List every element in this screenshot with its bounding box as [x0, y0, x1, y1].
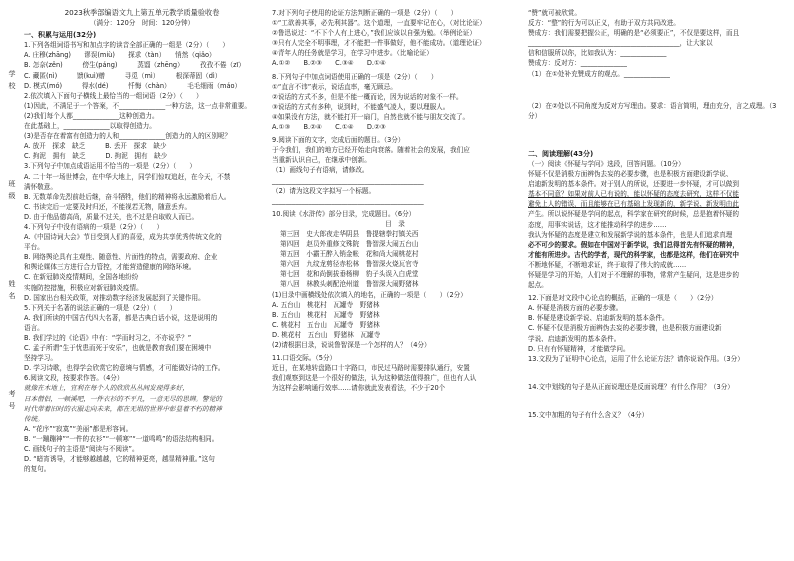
option: A. 庄穆(zhāng) 谬误(miù) 探求（tàn） 悄然（qiǎo）: [24, 51, 216, 60]
option: D. “暗宵诱导，才能够越越越，它的精神更亮，越显精神重。”这句: [24, 455, 215, 464]
question-text: 4.下列句子中没有语病的一项是（2分）（ ）: [24, 222, 164, 231]
side-label: 级: [8, 192, 16, 200]
answer-line[interactable]: ______________________________________________，让大家以: [528, 39, 713, 48]
question-text: 9.阅读下面的文字，完成后面的题目。（3分）: [272, 136, 405, 145]
question-line: (3)是否存在着富有创造力的人和______________创造力的人的区别呢？: [24, 132, 232, 141]
question-line: ④如果没有方法，就不能打开一扇门，自然也就不能与朋友交流了。: [272, 112, 470, 121]
passage-line: 产生。所以说怀疑是学问的起点，科学家在研究的时候，总是抱着怀疑的: [528, 210, 739, 219]
passage-line: 反方：“整”的行为可以正义，有助于双方共同改进。: [528, 19, 680, 28]
question-text: 5.下列关于名著的说法正确的一项是（2分）（ ）: [24, 303, 177, 312]
side-label: 考: [8, 390, 16, 398]
column-1: [24, 8, 260, 474]
option: B. 无数革命先烈前赴后继，奋斗牺牲，他们的精神将永远激励着后人。: [24, 192, 231, 201]
toc-row: 第三回 史大郎夜走华阴县 鲁提辖拳打镇关西: [280, 229, 419, 238]
option: A. “花序”“寂寞”“美丽”都是形容词。: [24, 424, 133, 433]
option: 坚持学习。: [24, 354, 57, 363]
passage-line: 赞成方：反对方：______________: [528, 59, 627, 68]
side-label: 名: [8, 292, 16, 300]
option: A. 放开 探求 缺乏 B. 丢开 探求 缺少: [24, 142, 167, 151]
option: B. 网络舆论具有主观性、随意性、片面性的特点，需要政府、企业: [24, 253, 218, 262]
sub-question: (1)目录中画横线处依次填入的地名，正确的一项是（ ）（2分）: [272, 290, 467, 299]
passage-line: 才能有所进步。古代的学者，现代的科学家，也都是这样，他们在研究中: [528, 250, 739, 259]
option: D. 国家出台相关政策，对推动数字经济发展起到了关键作用。: [24, 293, 205, 302]
side-label: 班: [8, 180, 16, 188]
option: D. 模式(mó) 得水(dé) 忏悔（chàn） 毛毛细雨（máo）: [24, 81, 242, 90]
sub-question: （1）画线句子有语病，请修改。: [272, 166, 369, 175]
sub-question: （1）在①处补充赞成方的观点。______________: [528, 69, 670, 78]
question-text: 11.口语交际。（5分）: [272, 354, 337, 363]
option: 学说、启迪新发明的基本条件。: [528, 334, 621, 343]
option: C. 画线句子的主语是“阅读与不阅读”。: [24, 445, 139, 454]
passage-line: 我们观察到这是一个很好的做法，认为这种做法值得推广，但也有人认: [272, 374, 477, 383]
option: C. 拘泥 拥有 缺乏 D. 拘泥 拥有 缺少: [24, 152, 168, 161]
option: D. 学习诗歌，也得学会欣赏它的意境与情感，才可能做好诗的工作。: [24, 364, 225, 373]
passage-intro: （一）阅读《怀疑与学问》选段，回答问题。（10分）: [528, 159, 685, 168]
question-text: 14.文中划线的句子是从正面说理还是反面说理？有什么作用？（3分）: [528, 382, 734, 391]
passage-line: 必不可少的要求。假如在中国对于新学说，我们总得首先有怀疑的精神，: [528, 240, 739, 249]
passage-line: 启迪新发明的基本条件。对于别人的所说，还要进一步怀疑，才可以做到: [528, 180, 739, 189]
passage-line: 当重新认识自己，在继承中创新。: [272, 156, 371, 165]
question-line: ④青年人的任务就是学习，在学习中进步。（比喻论证）: [272, 49, 433, 58]
question-line: (1)因此，不满足于一个答案，不______________一种方法，这一点非常重要。: [24, 101, 251, 110]
toc-row: 第五回 小霸王醉入销金帐 花和尚大闹桃花村: [280, 250, 419, 259]
option: C. 书读完后一定要及时归还，不能视若无物，随意丢弃。: [24, 202, 192, 211]
passage-line: 赞成方：我们需要把握公正，明确的是“必须要正”，不仅是要这样，而且: [528, 29, 740, 38]
exam-meta: （满分：120分 时间：120分钟）: [89, 19, 195, 28]
option: A. 二十年一场世博会，在中华大地上，同学们惊叹追赶，在今天，不禁: [24, 172, 231, 181]
reading-passage: [528, 159, 786, 290]
question-text: 7.对下列句子使用的论证方法判断正确的一项是（2分）（ ）: [272, 9, 458, 17]
option: A. 五台山 桃花村 瓦罐寺 野猪林: [272, 300, 380, 309]
option: D. 只有有怀疑精神，才能做学问。: [528, 344, 630, 353]
option: B. 五台山 桃花村 瓦罐寺 野猪林: [272, 310, 380, 319]
question-text: 8.下列句子中加点词语使用正确的一项是（2分）（ ）: [272, 72, 438, 81]
passage-line: 近日，在某地转盘路口十字路口，市民过马路时需要排队通行，安置: [272, 364, 470, 373]
option: 和舆论媒体三方进行合力管控，才能营造健康的网络环境。: [24, 263, 196, 272]
question-3: [24, 161, 260, 222]
option: C. 藏匿(nì) 馈(kuì)赠 寻觅（mì） 根深蒂固（dì）: [24, 71, 222, 80]
question-text: 12.下面是对文段中心论点的概括，正确的一项是（ ）（2分）: [528, 294, 718, 303]
option: A.①③ B.②④ C.①④ D.②③: [272, 123, 386, 132]
question-2: [24, 91, 260, 162]
passage-line: 怀疑不仅是消极方面辨伪去妄的必要步骤，也是积极方面建设新学说、: [528, 170, 733, 179]
question-line: ①“直言不讳”表示，说话直率，毫无顾忌。: [272, 82, 397, 91]
option: 平台。: [24, 243, 44, 252]
question-line: ②说话的方式不多，但是不能一概而论，因为说话的对象不一样。: [272, 92, 463, 101]
passage-line: 于今我们，我们的地方已经开始走向衰落。随着社会的发展，我们应: [272, 146, 470, 155]
option: D. 桃花村 五台山 野猪林 瓦罐寺: [272, 330, 381, 339]
option: C. 在新冠肺炎疫情期间，全国各地纷纷: [24, 273, 139, 282]
passage-line: 怀疑是学习的开始，人们对于不理解的事物，常常产生疑问，这是进步的: [528, 270, 739, 279]
passage-line: 时代带着旧时的衣服走向未来，都在无垠的世界中彰显着不朽的精神: [24, 404, 222, 413]
option: C. 怀疑不仅是消极方面辨伪去妄的必要步骤，也是积极方面建设新: [528, 324, 722, 333]
passage-line: 传统。: [24, 414, 44, 423]
option: B. “一蹦蹦神”“一件的衣衫”“一顿寒”“一道鸣鸣”的语法结构相同。: [24, 434, 219, 443]
question-8: [272, 72, 518, 133]
answer-line[interactable]: ______________________________________________: [272, 176, 424, 185]
sub-question: （2）请为这段文字拟写一个标题。: [272, 186, 376, 195]
question-line: (2)我们每个人都______________这种创造力。: [24, 111, 159, 120]
question-text: 10.阅读《水浒传》部分目录，完成题目。（6分）: [272, 209, 416, 218]
toc-heading: 目 录: [385, 219, 405, 228]
passage-line: 就像在木地上，宜利在每个人的欣欣丛丛间发现得多好，: [24, 384, 189, 393]
option: 的复句。: [24, 465, 51, 474]
question-10: [272, 209, 518, 350]
column-2: [272, 8, 518, 393]
option: 满怀敬意。: [24, 182, 57, 191]
option: 语言。: [24, 323, 44, 332]
option: B. 怎奈(zěn) 傍生(páng) 蒸馏（zhēng） 孜孜不倦（zī）: [24, 61, 246, 70]
passage-line: 态度，用事实说话，这才能推动科学的进步……: [528, 220, 667, 229]
toc-row: 第八回 林教头刺配沧州道 鲁智深大闹野猪林: [280, 280, 419, 289]
toc-row: 第七回 花和尚倒拔垂杨柳 豹子头误入白虎堂: [280, 270, 419, 279]
question-11-continued: [528, 8, 786, 79]
passage-line: “赞”就可被欣赏。: [528, 9, 581, 17]
question-text: 13.文段为了证明中心论点，运用了什么论证方法？请你说说作用。（3分）: [528, 354, 744, 363]
toc-row: 第四回 赵员外重修文殊院 鲁智深大闹五台山: [280, 240, 419, 249]
passage-line: 为这样会影响通行效率……请你就此发表看法，不少于20个: [272, 384, 446, 393]
section-heading: 二、阅读理解(43分): [528, 149, 594, 158]
passage-line: 避免上人的错误，而且能够在已有基础上发现新的，新学说、新发明由此: [528, 200, 739, 209]
answer-line[interactable]: ______________________________________________: [272, 196, 424, 205]
option: C. 孟子所谓“生于忧患而死于安乐”，也就是教育我们要在困境中: [24, 344, 212, 353]
option: A.《中国诗词大会》节目受到人们的喜爱，成为共享优秀传统文化的: [24, 233, 222, 242]
question-5: [24, 303, 260, 374]
option: D. 由于他品德高尚，质量不过关，也不过是自取败人而已。: [24, 212, 199, 221]
question-line: ①“工欲善其事，必先利其器”。这个道理，一直要牢记在心，（对比论证）: [272, 19, 486, 28]
passage-line: 日本僧侣，一顿溪吧，一件衣衫的不平凡，一意无尽的思辨。警觉的: [24, 394, 222, 403]
question-11: [272, 353, 518, 393]
passage-line: 信和信服所以你，比如我认为：______________: [528, 49, 667, 58]
passage-line: 基本不同意？如果对前人已有说的，能以怀疑的态度去研究，这样不仅能: [528, 190, 739, 199]
option: C. 桃花村 五台山 瓦罐寺 野猪林: [272, 320, 380, 329]
side-label: 姓: [8, 280, 16, 288]
reading-questions: [528, 293, 786, 420]
question-text: 2.依次填入下面句子横线上最恰当的一组词语（2分）（ ）: [24, 91, 203, 100]
question-6: [24, 373, 260, 474]
passage-line: 不断地怀疑，不断地求证，终于取得了伟大的成就……: [528, 260, 687, 269]
question-line: 在此基础上，______________以取得创造力。: [24, 122, 156, 131]
side-label: 校: [8, 82, 16, 90]
side-label: 号: [8, 402, 16, 410]
question-line: ③说话的方式有多种，说到时，不能盛气凌人，要以理服人。: [272, 102, 450, 111]
side-label: 学: [8, 70, 16, 78]
option: B. 怀疑是建设新学说、启迪新发明的基本条件。: [528, 314, 669, 323]
sub-question: (2)请根据目录，说说鲁智深是一个怎样的人？（4分）: [272, 341, 431, 349]
binding-margin: [4, 60, 22, 530]
question-1: [24, 40, 260, 90]
passage-line: 我认为怀疑的态度是建立和发展新学说的基本条件，也是人们追求真理: [528, 230, 733, 239]
question-9: [272, 135, 518, 206]
question-text: 3.下列句子中加点成语运用不恰当的一项是（2分）（ ）: [24, 162, 197, 171]
question-text: 1.下列各组词语书写和加点字的读音全部正确的一组是（2分）（ ）: [24, 41, 229, 50]
question-text: 6.阅读文段，按要求作答。（4分）: [24, 374, 124, 383]
section-heading: 一、积累与运用(32分): [24, 31, 97, 40]
question-4: [24, 222, 260, 303]
page-title: 2023秋季部编语文九上第五单元教学质量验收卷: [64, 8, 220, 17]
option: B. 我们学过的《论语》中有：“学而时习之，不亦说乎？”: [24, 334, 192, 342]
question-text: 15.文中加粗的句子有什么含义？（4分）: [528, 410, 649, 419]
option: A. 怀疑是消极方面的必要步骤。: [528, 304, 623, 313]
option: A. 我们所读的中国古代四大名著，都是古典白话小说，这是说明的: [24, 313, 218, 322]
sub-question: （2）在②处以不同角度为反对方写理由。要求：语言简明，理由充分，言之成理。（3分）: [528, 101, 777, 120]
question-line: ③只有人完全不明事理，才不能把一件事做好，他不能成功。（道理论证）: [272, 39, 486, 48]
column-3: [528, 8, 786, 420]
question-7: [272, 8, 518, 69]
option: 实施防控措施，积极应对新冠肺炎疫情。: [24, 283, 143, 292]
option: A.①② B.②③ C.③④ D.①④: [272, 59, 386, 68]
question-line: ②鲁迅说过：“不下个人有上进心，”我们应该以自强为勉。（举例论证）: [272, 29, 476, 38]
toc-row: 第六回 九纹龙剪径赤松林 鲁智深火烧瓦官寺: [280, 260, 419, 269]
passage-line: 起点。: [528, 281, 548, 290]
